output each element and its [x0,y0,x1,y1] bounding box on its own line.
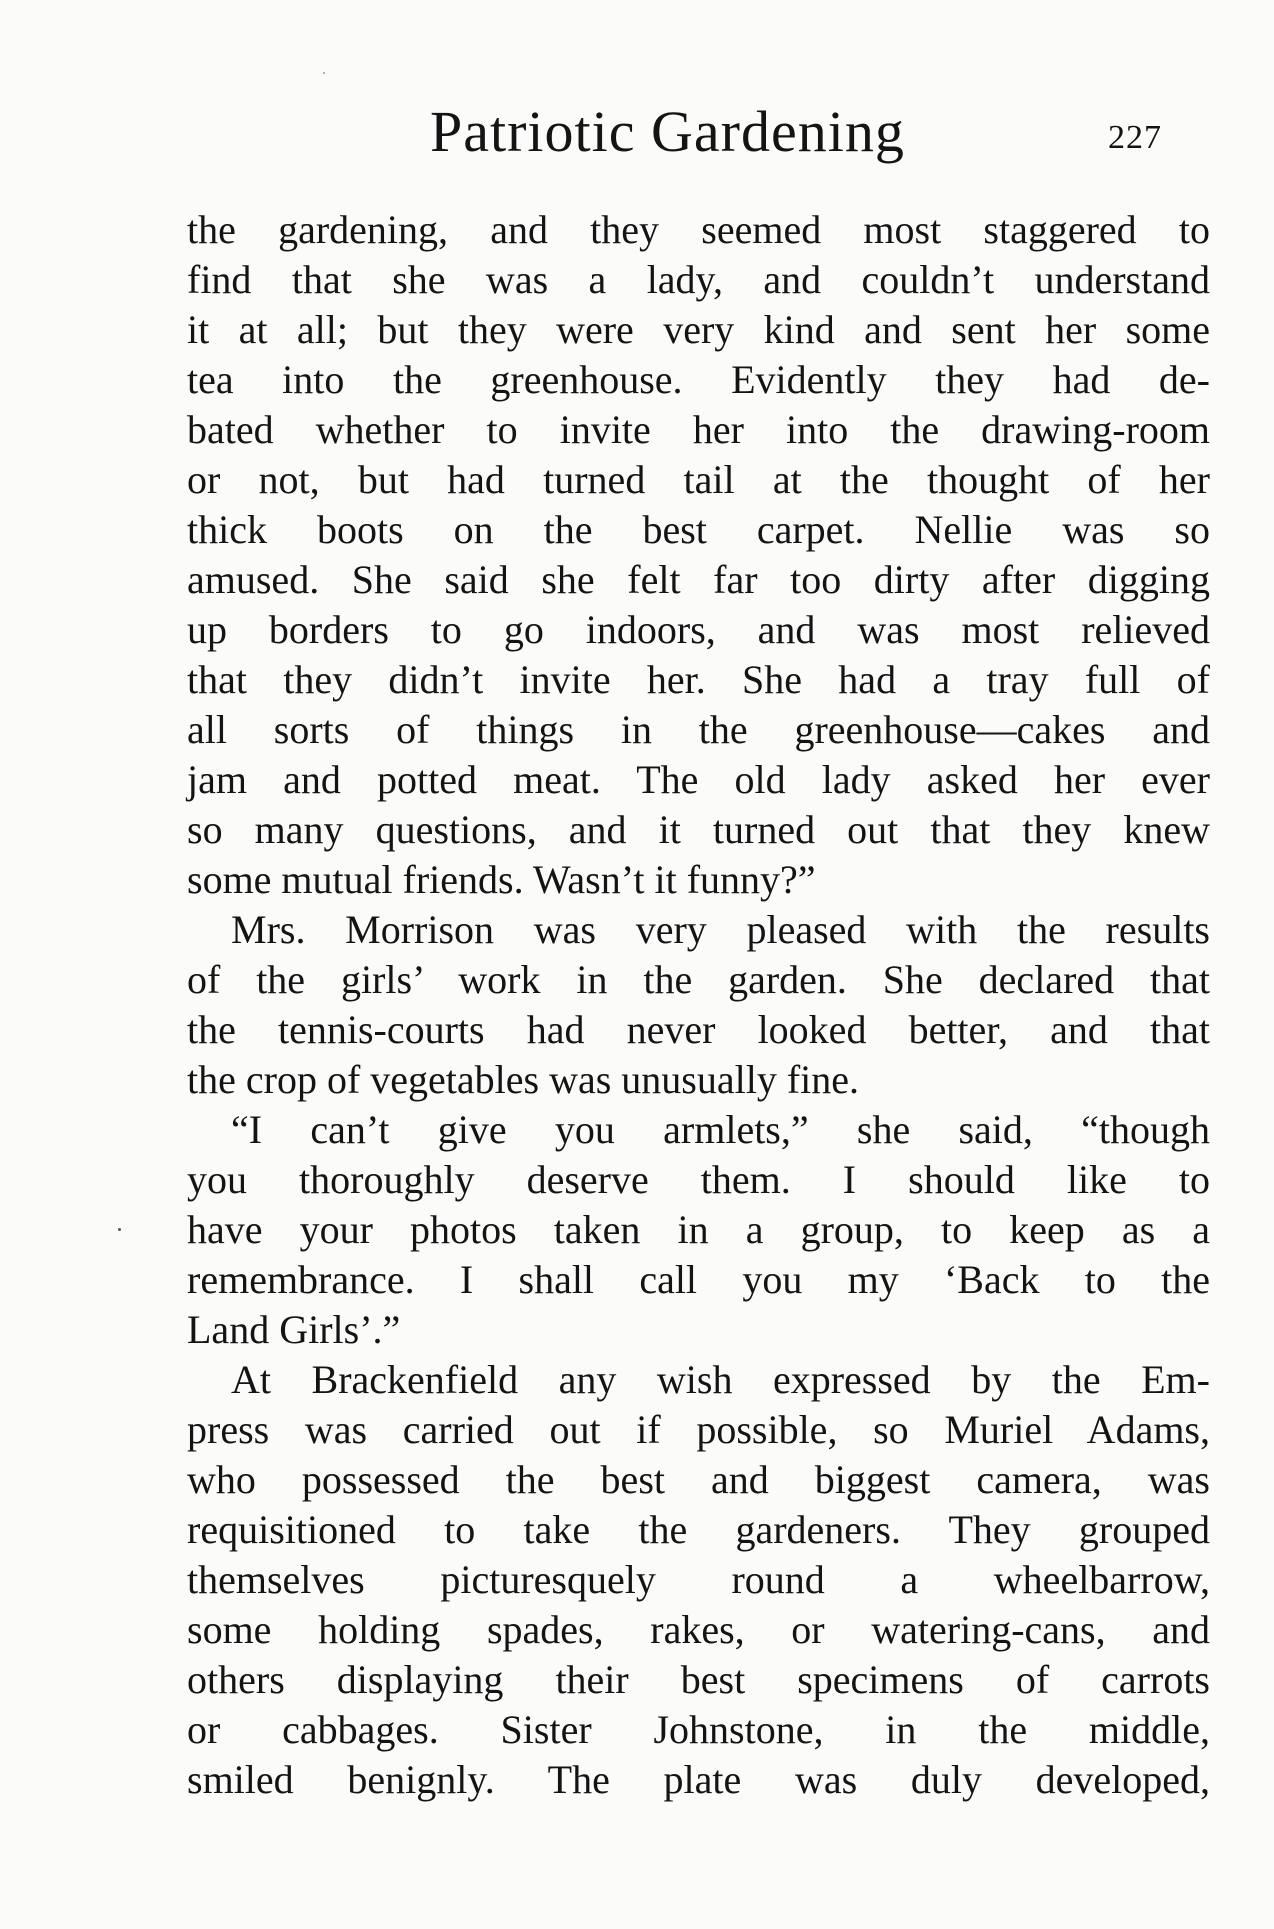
text-line: some mutual friends. Wasn’t it funny?” [187,857,816,902]
text-line: so many questions, and it turned out that they knew [187,807,1210,852]
text-line: of the girls’ work in the garden. She declared that [187,957,1210,1002]
text-line: press was carried out if possible, so Muriel Adams, [187,1407,1210,1452]
print-speck [323,72,325,74]
text-line: all sorts of things in the greenhouse—cakes and [187,707,1210,752]
text-line: Land Girls’.” [187,1307,401,1352]
text-line: bated whether to invite her into the drawing-room [187,407,1210,452]
text-line: the gardening, and they seemed most staggered to [187,207,1210,252]
text-line: it at all; but they were very kind and sent her some [187,307,1210,352]
text-line: find that she was a lady, and couldn’t understand [187,257,1210,302]
text-line: smiled benignly. The plate was duly developed, [187,1757,1210,1802]
running-title: Patriotic Gardening [430,99,905,164]
text-line: thick boots on the best carpet. Nellie was so [187,507,1210,552]
page-number: 227 [1108,119,1162,156]
text-line: amused. She said she felt far too dirty after digging [187,557,1210,602]
print-speck [118,1228,121,1231]
text-line: tea into the greenhouse. Evidently they had de- [187,357,1210,402]
text-line: or cabbages. Sister Johnstone, in the middle, [187,1707,1210,1752]
text-line: the tennis-courts had never looked better, and that [187,1007,1210,1052]
text-line: requisitioned to take the gardeners. They grouped [187,1507,1210,1552]
text-line: or not, but had turned tail at the thought of her [187,457,1210,502]
text-line: remembrance. I shall call you my ‘Back to the [187,1257,1210,1302]
text-line: others displaying their best specimens of carrots [187,1657,1210,1702]
text-line: some holding spades, rakes, or watering-cans, and [187,1607,1210,1652]
body-text [187,205,1210,1805]
text-line: “I can’t give you armlets,” she said, “though [231,1107,1210,1152]
text-line: who possessed the best and biggest camera, was [187,1457,1210,1502]
text-line: you thoroughly deserve them. I should like to [187,1157,1210,1202]
text-line: the crop of vegetables was unusually fine. [187,1057,860,1102]
text-line: up borders to go indoors, and was most relieved [187,607,1210,652]
text-line: have your photos taken in a group, to keep as a [187,1207,1210,1252]
text-line: jam and potted meat. The old lady asked her ever [187,757,1210,802]
text-line: Mrs. Morrison was very pleased with the results [231,907,1210,952]
text-line: At Brackenfield any wish expressed by the Em- [231,1357,1210,1402]
text-line: themselves picturesquely round a wheelbarrow, [187,1557,1210,1602]
text-line: that they didn’t invite her. She had a tray full of [187,657,1210,702]
